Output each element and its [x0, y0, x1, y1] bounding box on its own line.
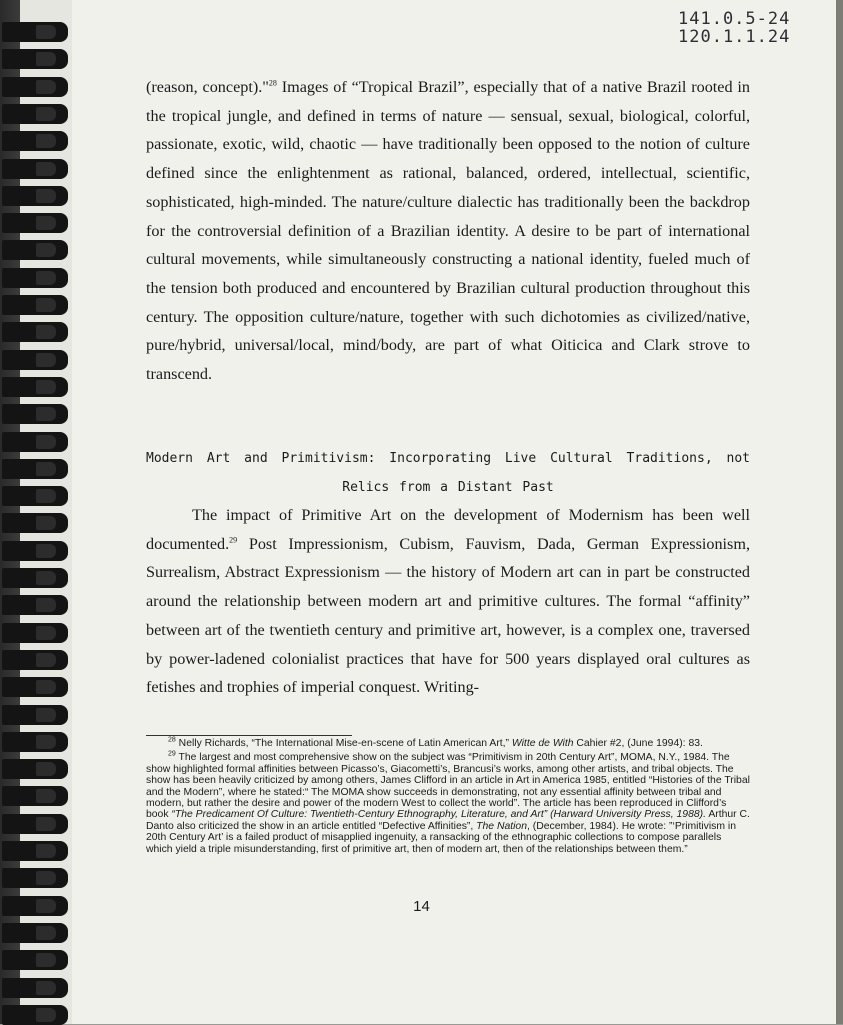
footnote-ref-28: 28: [268, 78, 277, 88]
p2-rest: Post Impressionism, Cubism, Fauvism, Dada, German Expressionism, Surrealism, Abstract Expressionism — the history of Modern art can in part be constructed around the relationship between modern art and primitive cultures. The formal “affinity” between art of the twentieth century and primitive art, however, is a complex one, traversed by power-ladened colonialist practices that have for 500 years displayed oral cultures as fetishes and trophies of imperial conquest. Writing-: [146, 534, 750, 697]
footnote-ref-29: 29: [229, 535, 238, 545]
handwritten-note: [678, 10, 808, 46]
binding-coil: [2, 268, 68, 288]
footnote-29: $^{29}$ The largest and most comprehensive show on the subject was “Primitivism in 20th Century Art”, MOMA, N.Y., 1984. The show highlighted formal affinities between Picasso’s, Giacometti’s, Brancusi’s works, among other artists, and tribal objects. The show has been heavily criticized by among others, James Clifford in an article in Art in America 1985, entitled “Histories of the Tribal and the Modern”, where he stated:“ The MOMA show succeeds in demonstrating, not any essential affinity between tribal and modern, but rather the desire and power of the modern West to collect the world”. The article has been reproduced in Clifford’s book “The Predicament Of Culture: Twentieth-Century Ethnography, Literature, and Art” (Harward University Press, 1988). Arthur C. Danto also criticized the show in an article entitled “Defective Affinities”, The Nation, (December, 1984). He wrote: ”‘Primitivism in 20th Century Art’ is a failed product of misapplied ingenuity, a ransacking of the ethnographic collections to compose parallels which yield a triple misunderstanding, first of primitive art, then of modern art, then of the relationships between them.”: [146, 750, 750, 855]
binding-coil: [2, 104, 68, 124]
binding-coil: [2, 705, 68, 725]
body-paragraph-2: [146, 501, 750, 702]
footnote-28: $^{28}$ Nelly Richards, “The International Mise-en-scene of Latin American Art,” Witte de With Cahier #2, (June 1994): 83.: [168, 736, 703, 749]
footnote-rule: [146, 735, 352, 736]
binding-coil: [2, 77, 68, 97]
binding-coil: [2, 814, 68, 834]
binding-coil: [2, 240, 68, 260]
page-edge-shadow: [836, 0, 843, 1024]
binding-coil: [2, 677, 68, 697]
binding-coil: [2, 868, 68, 888]
binding-coil: [2, 841, 68, 861]
handwritten-note-line2: 120.1.1.24: [678, 27, 791, 47]
spiral-binding: [0, 0, 72, 1024]
binding-coil: [2, 978, 68, 998]
binding-coil: [2, 568, 68, 588]
handwritten-note-line1: 141.0.5-24: [678, 9, 791, 29]
body-paragraph-1: [146, 73, 750, 389]
p1-lead: (reason, concept).": [146, 78, 269, 96]
binding-coil: [2, 923, 68, 943]
binding-coil: [2, 49, 68, 69]
binding-coil: [2, 1005, 68, 1025]
binding-coil: [2, 513, 68, 533]
binding-coil: [2, 22, 68, 42]
binding-coil: [2, 432, 68, 452]
binding-coil: [2, 322, 68, 342]
footnote-28-number: 28: [168, 736, 176, 744]
footnotes: [146, 738, 750, 858]
section-heading-line1: Modern Art and Primitivism: Incorporating Live Cultural Traditions, not: [146, 451, 750, 466]
binding-coil: [2, 186, 68, 206]
binding-coil: [2, 159, 68, 179]
binding-coil: [2, 404, 68, 424]
binding-coil: [2, 459, 68, 479]
section-heading-line2: Relics from a Distant Past: [342, 480, 554, 495]
binding-coil: [2, 732, 68, 752]
binding-coil: [2, 213, 68, 233]
page-number: 14: [413, 898, 430, 915]
p2-lead: The impact of Primitive Art on the development of Modernism has been well documented.: [146, 506, 750, 553]
binding-coil: [2, 486, 68, 506]
binding-coil: [2, 131, 68, 151]
binding-coil: [2, 350, 68, 370]
binding-coil: [2, 786, 68, 806]
binding-coil: [2, 595, 68, 615]
section-heading: [146, 444, 750, 502]
binding-coil: [2, 541, 68, 561]
footnote-29-number: 29: [168, 750, 176, 758]
binding-coil: [2, 650, 68, 670]
binding-coil: [2, 759, 68, 779]
binding-coil: [2, 295, 68, 315]
binding-coil: [2, 950, 68, 970]
binding-coil: [2, 377, 68, 397]
p1-rest: Images of “Tropical Brazil”, especially that of a native Brazil rooted in the tropical jungle, and defined in terms of nature — sensual, sexual, biological, colorful, passionate, exotic, wild, chaotic — have traditionally been opposed to the notion of culture defined since the enlightenment as rational, balanced, ordered, intellectual, scientific, sophisticated, high-minded. The nature/culture dialectic has traditionally been the backdrop for the controversial definition of a Brazilian identity. A desire to be part of international cultural movements, while simultaneously constructing a national identity, fueled much of the tension both produced and encountered by Brazilian cultural production throughout this century. The opposition culture/nature, together with such dichotomies as civilized/native, pure/hybrid, universal/local, mind/body, are part of what Oiticica and Clark strove to transcend.: [146, 78, 750, 384]
binding-coil: [2, 623, 68, 643]
